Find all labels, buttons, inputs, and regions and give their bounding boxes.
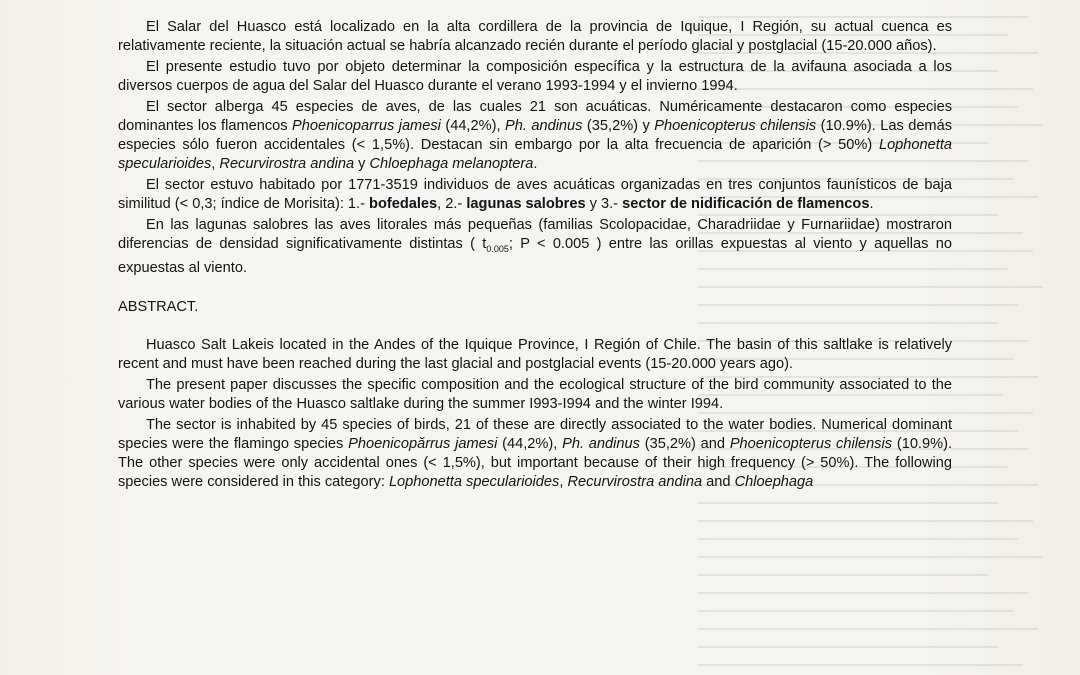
- group-name: lagunas salobres: [466, 196, 586, 212]
- species-name: Recurvirostra andina: [219, 156, 355, 172]
- abstract-paragraph-2: The present paper discusses the specific composition and the ecological structure of the bird community associated to the various water bodies of the Huasco saltlake during the summer I993-I994 and the winter I994.: [118, 376, 952, 412]
- species-name: Phoenicopărrus jamesi: [348, 435, 498, 452]
- group-name: sector de nidificación de flamencos: [622, 196, 870, 212]
- resumen-paragraph-1: El Salar del Huasco está localizado en la alta cordillera de la provincia de Iquique, I Región, su actual cuenca es relativamente reciente, la situación actual se habría alcanzado recién durante el período glacial y postglacial (15-20.000 años).: [118, 19, 952, 54]
- abstract-heading: ABSTRACT.: [118, 298, 199, 315]
- resumen-paragraph-4: El sector estuvo habitado por 1771-3519 individuos de aves acuáticas organizadas en tres conjuntos faunísticos de baja similitud (< 0,3; índice de Morisita): 1.- bofedales, 2.- lagunas salobres y 3.- sector de nidificación de flamencos.: [118, 177, 952, 212]
- document-body: [118, 18, 952, 494]
- species-name: Phoenicopterus chilensis: [729, 435, 893, 452]
- abstract-paragraph-1: Huasco Salt Lakeis located in the Andes of the Iquique Province, I Región of Chile. The basin of this saltlake is relatively recent and must have been reached during the last glacial and postglacial events (15-20.000 years ago).: [118, 336, 952, 372]
- resumen-paragraph-2: El presente estudio tuvo por objeto determinar la composición específica y la estructura de la avifauna asociada a los diversos cuerpos de agua del Salar del Huasco durante el verano 1993-1994 y el invierno 1994.: [118, 59, 952, 94]
- resumen-paragraph-3: El sector alberga 45 especies de aves, de las cuales 21 son acuáticas. Numéricamente destacaron como especies dominantes los flamencos Phoenicoparrus jamesi (44,2%), Ph. andinus (35,2%) y Phoenicopterus chilensis (10.9%). Las demás especies sólo fueron accidentales (< 1,5%). Destacan sin embargo por la alta frecuencia de aparición (> 50%) Lophonetta specularioides, Recurvirostra andina y Chloephaga melanoptera.: [118, 99, 953, 172]
- abstract-paragraph-3: The sector is inhabited by 45 species of birds, 21 of these are directly associated to the water bodies. Numerical dominant species were the flamingo species Phoenicopărrus jamesi (44,2%), Ph. andinus (35,2%) and Phoenicopterus chilensis (10.9%). The other species were only accidental ones (< 1,5%), but important because of their high frequency (> 50%). The following species were considered in this category: Lophonetta specularioides, Recurvirostra andina and Chloephaga: [118, 416, 952, 490]
- species-name: Ph. andinus: [504, 118, 583, 134]
- species-name: Lophonetta specularioides: [388, 473, 560, 490]
- resumen-paragraph-5: En las lagunas salobres las aves litorales más pequeñas (familias Scolopacidae, Charadriidae y Furnariidae) mostraron diferencias de densidad significativamente distintas ( $t_{0.005}$; P < 0.005 ) entre las orillas expuestas al viento y aquellas no expuestas al viento.: [118, 217, 952, 276]
- species-name: Phoenicopterus chilensis: [654, 118, 817, 134]
- group-name: bofedales: [369, 196, 438, 212]
- species-name: Chloephaga melanoptera: [369, 156, 534, 172]
- species-name: Phoenicoparrus jamesi: [292, 118, 441, 134]
- species-name: Chloephaga: [734, 473, 814, 490]
- species-name: Lophonetta specularioides: [118, 137, 952, 172]
- species-name: Ph. andinus: [562, 435, 640, 452]
- species-name: Recurvirostra andina: [567, 473, 703, 490]
